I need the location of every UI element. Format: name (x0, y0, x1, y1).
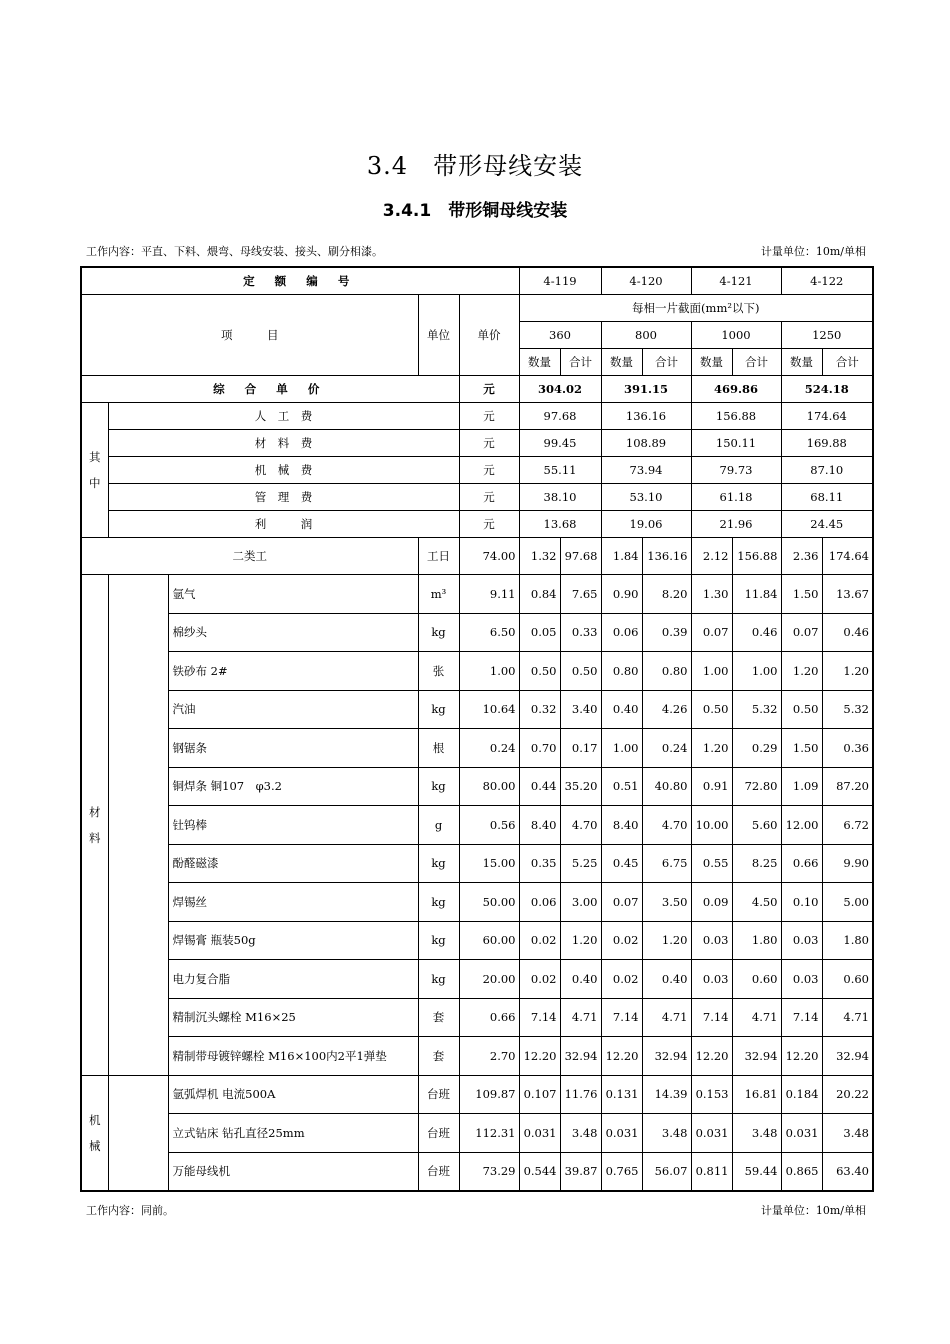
resource-name: 万能母线机 (168, 1152, 418, 1191)
footer-work-content: 工作内容：同前。 (86, 1204, 174, 1217)
resource-cell: 0.80 (601, 652, 642, 691)
cost-item-value: 73.94 (601, 457, 691, 484)
resource-cell: 12.20 (519, 1037, 560, 1076)
resource-cell: 0.17 (560, 729, 601, 768)
resource-unit: kg (418, 690, 459, 729)
resource-cell: 32.94 (642, 1037, 691, 1076)
resource-name: 酚醛磁漆 (168, 844, 418, 883)
resource-unit: 套 (418, 1037, 459, 1076)
resource-cell: 12.20 (601, 1037, 642, 1076)
resource-cell: 0.07 (781, 613, 822, 652)
item-header: 项 目 (81, 295, 418, 376)
resource-price: 10.64 (459, 690, 519, 729)
unit-label: 计量单位：10m/单相 (760, 245, 866, 258)
price-header: 单价 (459, 295, 519, 376)
resource-cell: 87.20 (822, 767, 873, 806)
cost-item-value: 136.16 (601, 403, 691, 430)
resource-name: 铜焊条 铜107 φ3.2 (168, 767, 418, 806)
resource-cell: 0.40 (601, 690, 642, 729)
resource-cell: 10.00 (691, 806, 732, 845)
resource-price: 9.11 (459, 575, 519, 614)
resource-name: 汽油 (168, 690, 418, 729)
cost-item-unit: 元 (459, 430, 519, 457)
resource-cell: 0.40 (642, 960, 691, 999)
resource-cell: 0.32 (519, 690, 560, 729)
resource-cell: 0.031 (691, 1114, 732, 1153)
cost-item-name: 人 工 费 (108, 403, 459, 430)
cost-item-value: 24.45 (781, 511, 873, 538)
resource-unit: 套 (418, 998, 459, 1037)
resource-cell: 0.107 (519, 1075, 560, 1114)
resource-cell: 1.00 (732, 652, 781, 691)
resource-cell: 6.72 (822, 806, 873, 845)
composite-value: 304.02 (519, 376, 601, 403)
resource-cell: 1.20 (781, 652, 822, 691)
labor-cell: 174.64 (822, 538, 873, 575)
resource-price: 0.56 (459, 806, 519, 845)
resource-cell: 3.50 (642, 883, 691, 922)
resource-cell: 0.153 (691, 1075, 732, 1114)
resource-unit: kg (418, 767, 459, 806)
resource-cell: 4.71 (642, 998, 691, 1037)
resource-cell: 59.44 (732, 1152, 781, 1191)
qty-header: 数量 (519, 349, 560, 376)
resource-cell: 14.39 (642, 1075, 691, 1114)
size-header: 1000 (691, 322, 781, 349)
resource-cell: 0.03 (691, 960, 732, 999)
cost-item-value: 19.06 (601, 511, 691, 538)
resource-cell: 4.71 (732, 998, 781, 1037)
resource-cell: 12.00 (781, 806, 822, 845)
labor-cell: 1.32 (519, 538, 560, 575)
resource-cell: 1.09 (781, 767, 822, 806)
resource-cell: 39.87 (560, 1152, 601, 1191)
resource-cell: 12.20 (691, 1037, 732, 1076)
resource-price: 60.00 (459, 921, 519, 960)
resource-cell: 0.50 (560, 652, 601, 691)
resource-name: 氩弧焊机 电流500A (168, 1075, 418, 1114)
resource-cell: 8.25 (732, 844, 781, 883)
resource-cell: 3.48 (822, 1114, 873, 1153)
resource-cell: 13.67 (822, 575, 873, 614)
quota-table (80, 266, 874, 1192)
resource-unit: kg (418, 613, 459, 652)
cost-item-name: 机 械 费 (108, 457, 459, 484)
resource-cell: 0.70 (519, 729, 560, 768)
resource-unit: kg (418, 960, 459, 999)
composite-unit: 元 (459, 376, 519, 403)
resource-name: 精制沉头螺栓 M16×25 (168, 998, 418, 1037)
resource-cell: 5.32 (732, 690, 781, 729)
resource-cell: 4.71 (560, 998, 601, 1037)
resource-cell: 8.20 (642, 575, 691, 614)
cost-item-unit: 元 (459, 403, 519, 430)
resource-cell: 5.00 (822, 883, 873, 922)
cost-item-value: 38.10 (519, 484, 601, 511)
resource-cell: 3.00 (560, 883, 601, 922)
page-subtitle: 3.4.1 带形铜母线安装 (382, 201, 568, 221)
resource-cell: 4.50 (732, 883, 781, 922)
cost-item-unit: 元 (459, 511, 519, 538)
resource-cell: 7.14 (519, 998, 560, 1037)
resource-name: 钢锯条 (168, 729, 418, 768)
resource-cell: 1.50 (781, 575, 822, 614)
resource-cell: 16.81 (732, 1075, 781, 1114)
resource-name: 棉纱头 (168, 613, 418, 652)
resource-cell: 0.09 (691, 883, 732, 922)
cost-item-name: 利 润 (108, 511, 459, 538)
cost-item-value: 169.88 (781, 430, 873, 457)
size-header: 1250 (781, 322, 873, 349)
resource-cell: 0.91 (691, 767, 732, 806)
cost-item-value: 13.68 (519, 511, 601, 538)
quota-no-label: 定 额 编 号 (81, 267, 519, 295)
resource-name: 钍钨棒 (168, 806, 418, 845)
resource-cell: 8.40 (601, 806, 642, 845)
cost-item-name: 材 料 费 (108, 430, 459, 457)
resource-cell: 0.45 (601, 844, 642, 883)
resource-cell: 0.05 (519, 613, 560, 652)
resource-name: 焊锡膏 瓶装50g (168, 921, 418, 960)
resource-cell: 32.94 (822, 1037, 873, 1076)
resource-unit: kg (418, 883, 459, 922)
resource-cell: 3.48 (732, 1114, 781, 1153)
qty-header: 数量 (691, 349, 732, 376)
resource-price: 0.24 (459, 729, 519, 768)
resource-cell: 0.51 (601, 767, 642, 806)
materials-label (81, 575, 108, 1076)
cost-item-value: 87.10 (781, 457, 873, 484)
resource-cell: 72.80 (732, 767, 781, 806)
resource-cell: 0.131 (601, 1075, 642, 1114)
composite-value: 391.15 (601, 376, 691, 403)
resource-cell: 0.40 (560, 960, 601, 999)
resource-price: 109.87 (459, 1075, 519, 1114)
resource-cell: 5.25 (560, 844, 601, 883)
qty-header: 数量 (601, 349, 642, 376)
resource-cell: 1.20 (822, 652, 873, 691)
resource-cell: 0.031 (781, 1114, 822, 1153)
resource-cell: 9.90 (822, 844, 873, 883)
resource-cell: 0.544 (519, 1152, 560, 1191)
labor-cell: 2.12 (691, 538, 732, 575)
cost-item-value: 97.68 (519, 403, 601, 430)
resource-cell: 0.031 (519, 1114, 560, 1153)
resource-cell: 8.40 (519, 806, 560, 845)
size-header: 800 (601, 322, 691, 349)
resource-cell: 0.90 (601, 575, 642, 614)
resource-cell: 3.48 (560, 1114, 601, 1153)
resource-cell: 1.80 (732, 921, 781, 960)
resource-price: 20.00 (459, 960, 519, 999)
resource-name: 精制带母镀锌螺栓 M16×100内2平1弹垫 (168, 1037, 418, 1076)
resource-cell: 0.184 (781, 1075, 822, 1114)
resource-cell: 32.94 (560, 1037, 601, 1076)
cost-item-value: 174.64 (781, 403, 873, 430)
resource-price: 73.29 (459, 1152, 519, 1191)
labor-cell: 136.16 (642, 538, 691, 575)
page-title: 3.4 带形母线安装 (366, 152, 584, 180)
resource-cell: 0.29 (732, 729, 781, 768)
resource-cell: 0.60 (732, 960, 781, 999)
resource-cell: 4.26 (642, 690, 691, 729)
sum-header: 合计 (732, 349, 781, 376)
resource-cell: 11.84 (732, 575, 781, 614)
resource-cell: 7.14 (601, 998, 642, 1037)
resource-cell: 4.71 (822, 998, 873, 1037)
labor-cell: 97.68 (560, 538, 601, 575)
cost-item-value: 79.73 (691, 457, 781, 484)
resource-cell: 7.65 (560, 575, 601, 614)
materials-label-blank (108, 575, 168, 1076)
resource-cell: 0.03 (781, 960, 822, 999)
resource-cell: 0.55 (691, 844, 732, 883)
resource-cell: 0.07 (691, 613, 732, 652)
resource-price: 15.00 (459, 844, 519, 883)
cost-item-value: 150.11 (691, 430, 781, 457)
resource-cell: 20.22 (822, 1075, 873, 1114)
composite-value: 524.18 (781, 376, 873, 403)
resource-price: 2.70 (459, 1037, 519, 1076)
resource-cell: 0.50 (691, 690, 732, 729)
cost-item-value: 68.11 (781, 484, 873, 511)
resource-cell: 0.33 (560, 613, 601, 652)
cost-item-value: 53.10 (601, 484, 691, 511)
resource-cell: 1.50 (781, 729, 822, 768)
size-header: 360 (519, 322, 601, 349)
composite-value: 469.86 (691, 376, 781, 403)
resource-cell: 56.07 (642, 1152, 691, 1191)
resource-cell: 1.00 (601, 729, 642, 768)
resource-unit: 台班 (418, 1075, 459, 1114)
work-content: 工作内容：平直、下料、煨弯、母线安装、接头、刷分相漆。 (86, 245, 383, 258)
resource-cell: 0.06 (519, 883, 560, 922)
cost-item-unit: 元 (459, 457, 519, 484)
resource-price: 112.31 (459, 1114, 519, 1153)
resource-cell: 0.39 (642, 613, 691, 652)
quota-code: 4-119 (519, 267, 601, 295)
resource-cell: 63.40 (822, 1152, 873, 1191)
resource-cell: 1.20 (691, 729, 732, 768)
resource-cell: 0.60 (822, 960, 873, 999)
cost-item-value: 99.45 (519, 430, 601, 457)
resource-cell: 4.70 (560, 806, 601, 845)
resource-cell: 0.50 (519, 652, 560, 691)
resource-name: 氩气 (168, 575, 418, 614)
resource-cell: 0.66 (781, 844, 822, 883)
resource-cell: 0.36 (822, 729, 873, 768)
qty-header: 数量 (781, 349, 822, 376)
sum-header: 合计 (560, 349, 601, 376)
resource-cell: 0.031 (601, 1114, 642, 1153)
resource-unit: 台班 (418, 1114, 459, 1153)
resource-cell: 0.46 (732, 613, 781, 652)
resource-cell: 12.20 (781, 1037, 822, 1076)
quota-code: 4-120 (601, 267, 691, 295)
resource-cell: 0.84 (519, 575, 560, 614)
machinery-label-text: 机械 (89, 1112, 101, 1153)
resource-unit: 台班 (418, 1152, 459, 1191)
resource-unit: m³ (418, 575, 459, 614)
resource-cell: 3.48 (642, 1114, 691, 1153)
sum-header: 合计 (642, 349, 691, 376)
resource-cell: 7.14 (691, 998, 732, 1037)
resource-unit: kg (418, 921, 459, 960)
resource-cell: 0.07 (601, 883, 642, 922)
resource-cell: 0.06 (601, 613, 642, 652)
resource-cell: 0.865 (781, 1152, 822, 1191)
resource-cell: 0.811 (691, 1152, 732, 1191)
unit-header: 单位 (418, 295, 459, 376)
resource-cell: 0.03 (781, 921, 822, 960)
resource-cell: 0.02 (601, 921, 642, 960)
resource-name: 立式钻床 钻孔直径25mm (168, 1114, 418, 1153)
resource-cell: 0.02 (519, 921, 560, 960)
composite-label: 综 合 单 价 (81, 376, 459, 403)
quota-code: 4-121 (691, 267, 781, 295)
resource-price: 1.00 (459, 652, 519, 691)
resource-cell: 0.02 (519, 960, 560, 999)
resource-cell: 3.40 (560, 690, 601, 729)
resource-cell: 0.50 (781, 690, 822, 729)
materials-label-text: 材料 (89, 804, 101, 845)
resource-name: 焊锡丝 (168, 883, 418, 922)
resource-price: 80.00 (459, 767, 519, 806)
resource-cell: 1.80 (822, 921, 873, 960)
cost-item-value: 21.96 (691, 511, 781, 538)
resource-cell: 1.20 (560, 921, 601, 960)
resource-price: 0.66 (459, 998, 519, 1037)
among-label (81, 403, 108, 538)
resource-name: 电力复合脂 (168, 960, 418, 999)
among-label-text: 其中 (89, 450, 101, 490)
resource-cell: 6.75 (642, 844, 691, 883)
resource-unit: 根 (418, 729, 459, 768)
labor-name: 二类工 (81, 538, 418, 575)
machinery-label-blank (108, 1075, 168, 1191)
resource-cell: 0.03 (691, 921, 732, 960)
resource-cell: 35.20 (560, 767, 601, 806)
resource-cell: 5.60 (732, 806, 781, 845)
cost-item-value: 108.89 (601, 430, 691, 457)
labor-cell: 1.84 (601, 538, 642, 575)
resource-name: 铁砂布 2# (168, 652, 418, 691)
resource-cell: 11.76 (560, 1075, 601, 1114)
resource-cell: 0.46 (822, 613, 873, 652)
cost-item-value: 61.18 (691, 484, 781, 511)
sum-header: 合计 (822, 349, 873, 376)
resource-price: 50.00 (459, 883, 519, 922)
resource-cell: 0.24 (642, 729, 691, 768)
resource-unit: kg (418, 844, 459, 883)
resource-cell: 0.765 (601, 1152, 642, 1191)
section-header: 每相一片截面(mm²以下) (519, 295, 873, 322)
resource-cell: 1.30 (691, 575, 732, 614)
resource-cell: 0.80 (642, 652, 691, 691)
quota-code: 4-122 (781, 267, 873, 295)
resource-cell: 5.32 (822, 690, 873, 729)
cost-item-value: 156.88 (691, 403, 781, 430)
cost-item-value: 55.11 (519, 457, 601, 484)
resource-cell: 0.44 (519, 767, 560, 806)
resource-cell: 0.10 (781, 883, 822, 922)
resource-unit: 张 (418, 652, 459, 691)
machinery-label (81, 1075, 108, 1191)
resource-cell: 0.35 (519, 844, 560, 883)
cost-item-unit: 元 (459, 484, 519, 511)
resource-price: 6.50 (459, 613, 519, 652)
resource-cell: 40.80 (642, 767, 691, 806)
resource-cell: 1.00 (691, 652, 732, 691)
labor-unit: 工日 (418, 538, 459, 575)
labor-price: 74.00 (459, 538, 519, 575)
resource-cell: 0.02 (601, 960, 642, 999)
resource-unit: g (418, 806, 459, 845)
resource-cell: 32.94 (732, 1037, 781, 1076)
resource-cell: 7.14 (781, 998, 822, 1037)
footer-unit-label: 计量单位：10m/单相 (760, 1204, 866, 1217)
labor-cell: 156.88 (732, 538, 781, 575)
labor-cell: 2.36 (781, 538, 822, 575)
resource-cell: 1.20 (642, 921, 691, 960)
cost-item-name: 管 理 费 (108, 484, 459, 511)
resource-cell: 4.70 (642, 806, 691, 845)
